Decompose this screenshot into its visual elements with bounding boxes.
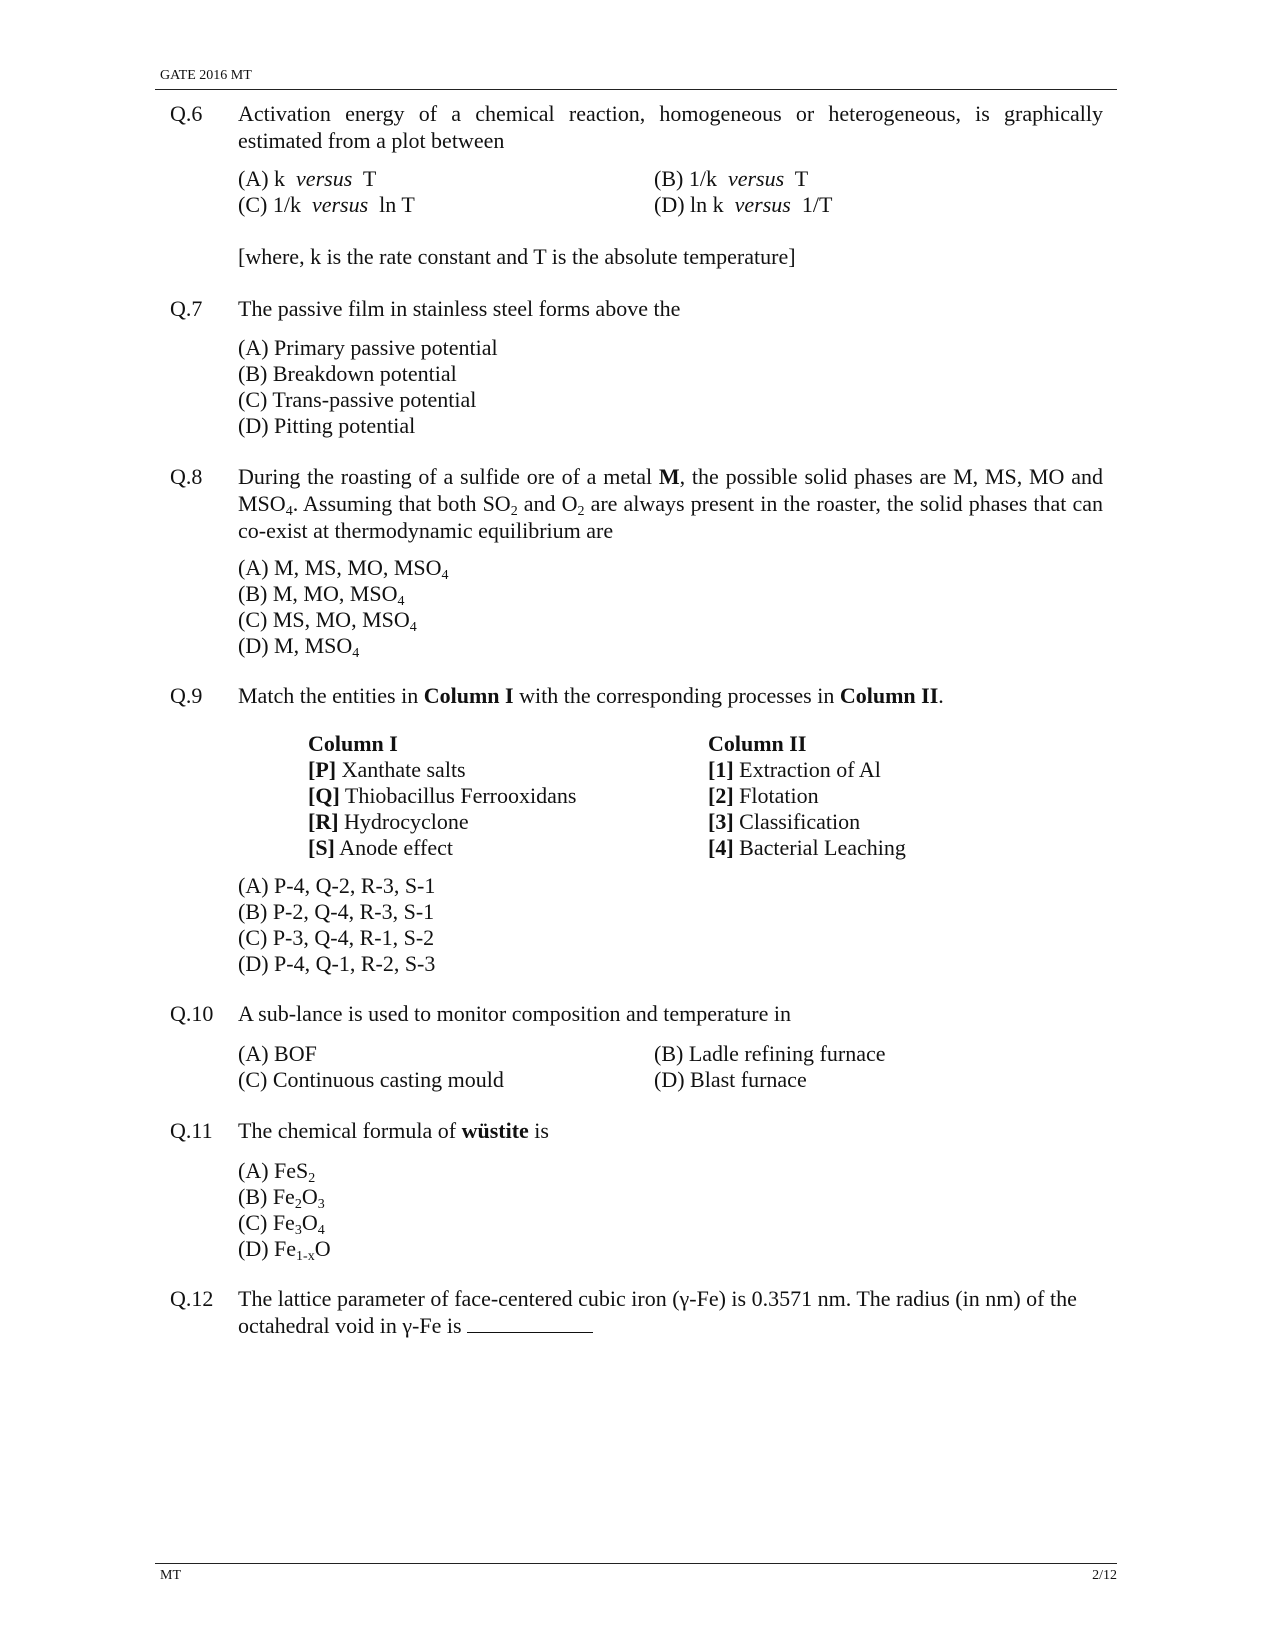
q11-option-a[interactable]: (A) FeS$_2$ <box>238 1158 316 1186</box>
question-text: A sub-lance is used to monitor composition and temperature in <box>238 1001 791 1026</box>
column-2-item: [3] Classification <box>708 809 861 834</box>
question-number: Q.12 <box>170 1286 214 1311</box>
q9-option-b[interactable]: (B) P-2, Q-4, R-3, S-1 <box>238 899 435 924</box>
q11-option-d[interactable]: (D) $Fe_{1-x}O$ <box>238 1236 331 1264</box>
question-text: Match the entities in Column I with the corresponding processes in Column II. <box>238 683 944 708</box>
q7-option-c[interactable]: (C) Trans-passive potential <box>238 387 477 412</box>
q8-option-b[interactable]: (B) M, MO, $MSO_4$ <box>238 581 405 609</box>
q7-option-a[interactable]: (A) Primary passive potential <box>238 335 498 360</box>
column-2-item: [4] Bacterial Leaching <box>708 835 906 860</box>
q10-option-c[interactable]: (C) Continuous casting mould <box>238 1067 504 1092</box>
question-number: Q.11 <box>170 1118 213 1143</box>
q10-option-a[interactable]: (A) BOF <box>238 1041 317 1066</box>
question-number: Q.8 <box>170 464 203 489</box>
footer-subject: MT <box>160 1568 181 1583</box>
question-text: The chemical formula of wüstite is <box>238 1118 549 1143</box>
q8-option-d[interactable]: (D) M, $MSO_4$ <box>238 633 360 661</box>
q8-option-c[interactable]: (C) MS, MO, $MSO_4$ <box>238 607 417 635</box>
q11-option-b[interactable]: (B) $Fe_2O_3$ <box>238 1184 325 1212</box>
q6-option-b[interactable]: (B) 1/k versus T <box>654 166 809 191</box>
answer-blank[interactable] <box>467 1314 593 1333</box>
column-1-heading: Column I <box>308 731 398 756</box>
question-number: Q.7 <box>170 296 203 321</box>
q10-option-d[interactable]: (D) Blast furnace <box>654 1067 807 1092</box>
column-2-item: [1] Extraction of Al <box>708 757 881 782</box>
q9-option-c[interactable]: (C) P-3, Q-4, R-1, S-2 <box>238 925 435 950</box>
question-text: Activation energy of a chemical reaction, homogeneous or heterogeneous, is graphically estimated from a plot between <box>238 101 1103 153</box>
q6-note: [where, k is the rate constant and T is the absolute temperature] <box>238 244 796 269</box>
question-number: Q.10 <box>170 1001 214 1026</box>
column-1-item: [Q] Thiobacillus Ferrooxidans <box>308 783 577 808</box>
question-text: The lattice parameter of face-centered cubic iron (γ-Fe) is 0.3571 nm. The radius (in nm) of the octahedral void in γ-Fe is <box>238 1286 1077 1338</box>
column-2-heading: Column II <box>708 731 807 756</box>
q6-option-c[interactable]: (C) 1/k versus ln T <box>238 192 415 217</box>
q9-option-d[interactable]: (D) P-4, Q-1, R-2, S-3 <box>238 951 436 976</box>
q10-option-b[interactable]: (B) Ladle refining furnace <box>654 1041 886 1066</box>
q8-option-a[interactable]: (A) M, MS, MO, $MSO_4$ <box>238 555 449 583</box>
page-number: 2/12 <box>1092 1568 1117 1583</box>
question-number: Q.6 <box>170 101 203 126</box>
header-rule <box>155 89 1117 90</box>
question-text: During the roasting of a sulfide ore of a metal M, the possible solid phases are M, MS, MO and $MSO_4$. Assuming that both $SO_2$ and $O_2$ are always present in the roaster, the solid phases that can co-exist at thermodynamic equilibrium are <box>238 464 1104 543</box>
column-2-item: [2] Flotation <box>708 783 819 808</box>
column-1-item: [S] Anode effect <box>308 835 454 860</box>
q9-option-a[interactable]: (A) P-4, Q-2, R-3, S-1 <box>238 873 436 898</box>
q7-option-b[interactable]: (B) Breakdown potential <box>238 361 457 386</box>
page-header: GATE 2016 MT <box>160 68 252 83</box>
q6-option-a[interactable]: (A) k versus T <box>238 166 377 191</box>
q7-option-d[interactable]: (D) Pitting potential <box>238 413 416 438</box>
question-text: The passive film in stainless steel forms above the <box>238 296 681 321</box>
column-1-item: [R] Hydrocyclone <box>308 809 469 834</box>
footer-rule <box>155 1563 1117 1564</box>
question-number: Q.9 <box>170 683 203 708</box>
q11-option-c[interactable]: (C) $Fe_3O_4$ <box>238 1210 325 1238</box>
column-1-item: [P] Xanthate salts <box>308 757 466 782</box>
q6-option-d[interactable]: (D) ln k versus 1/T <box>654 192 833 217</box>
